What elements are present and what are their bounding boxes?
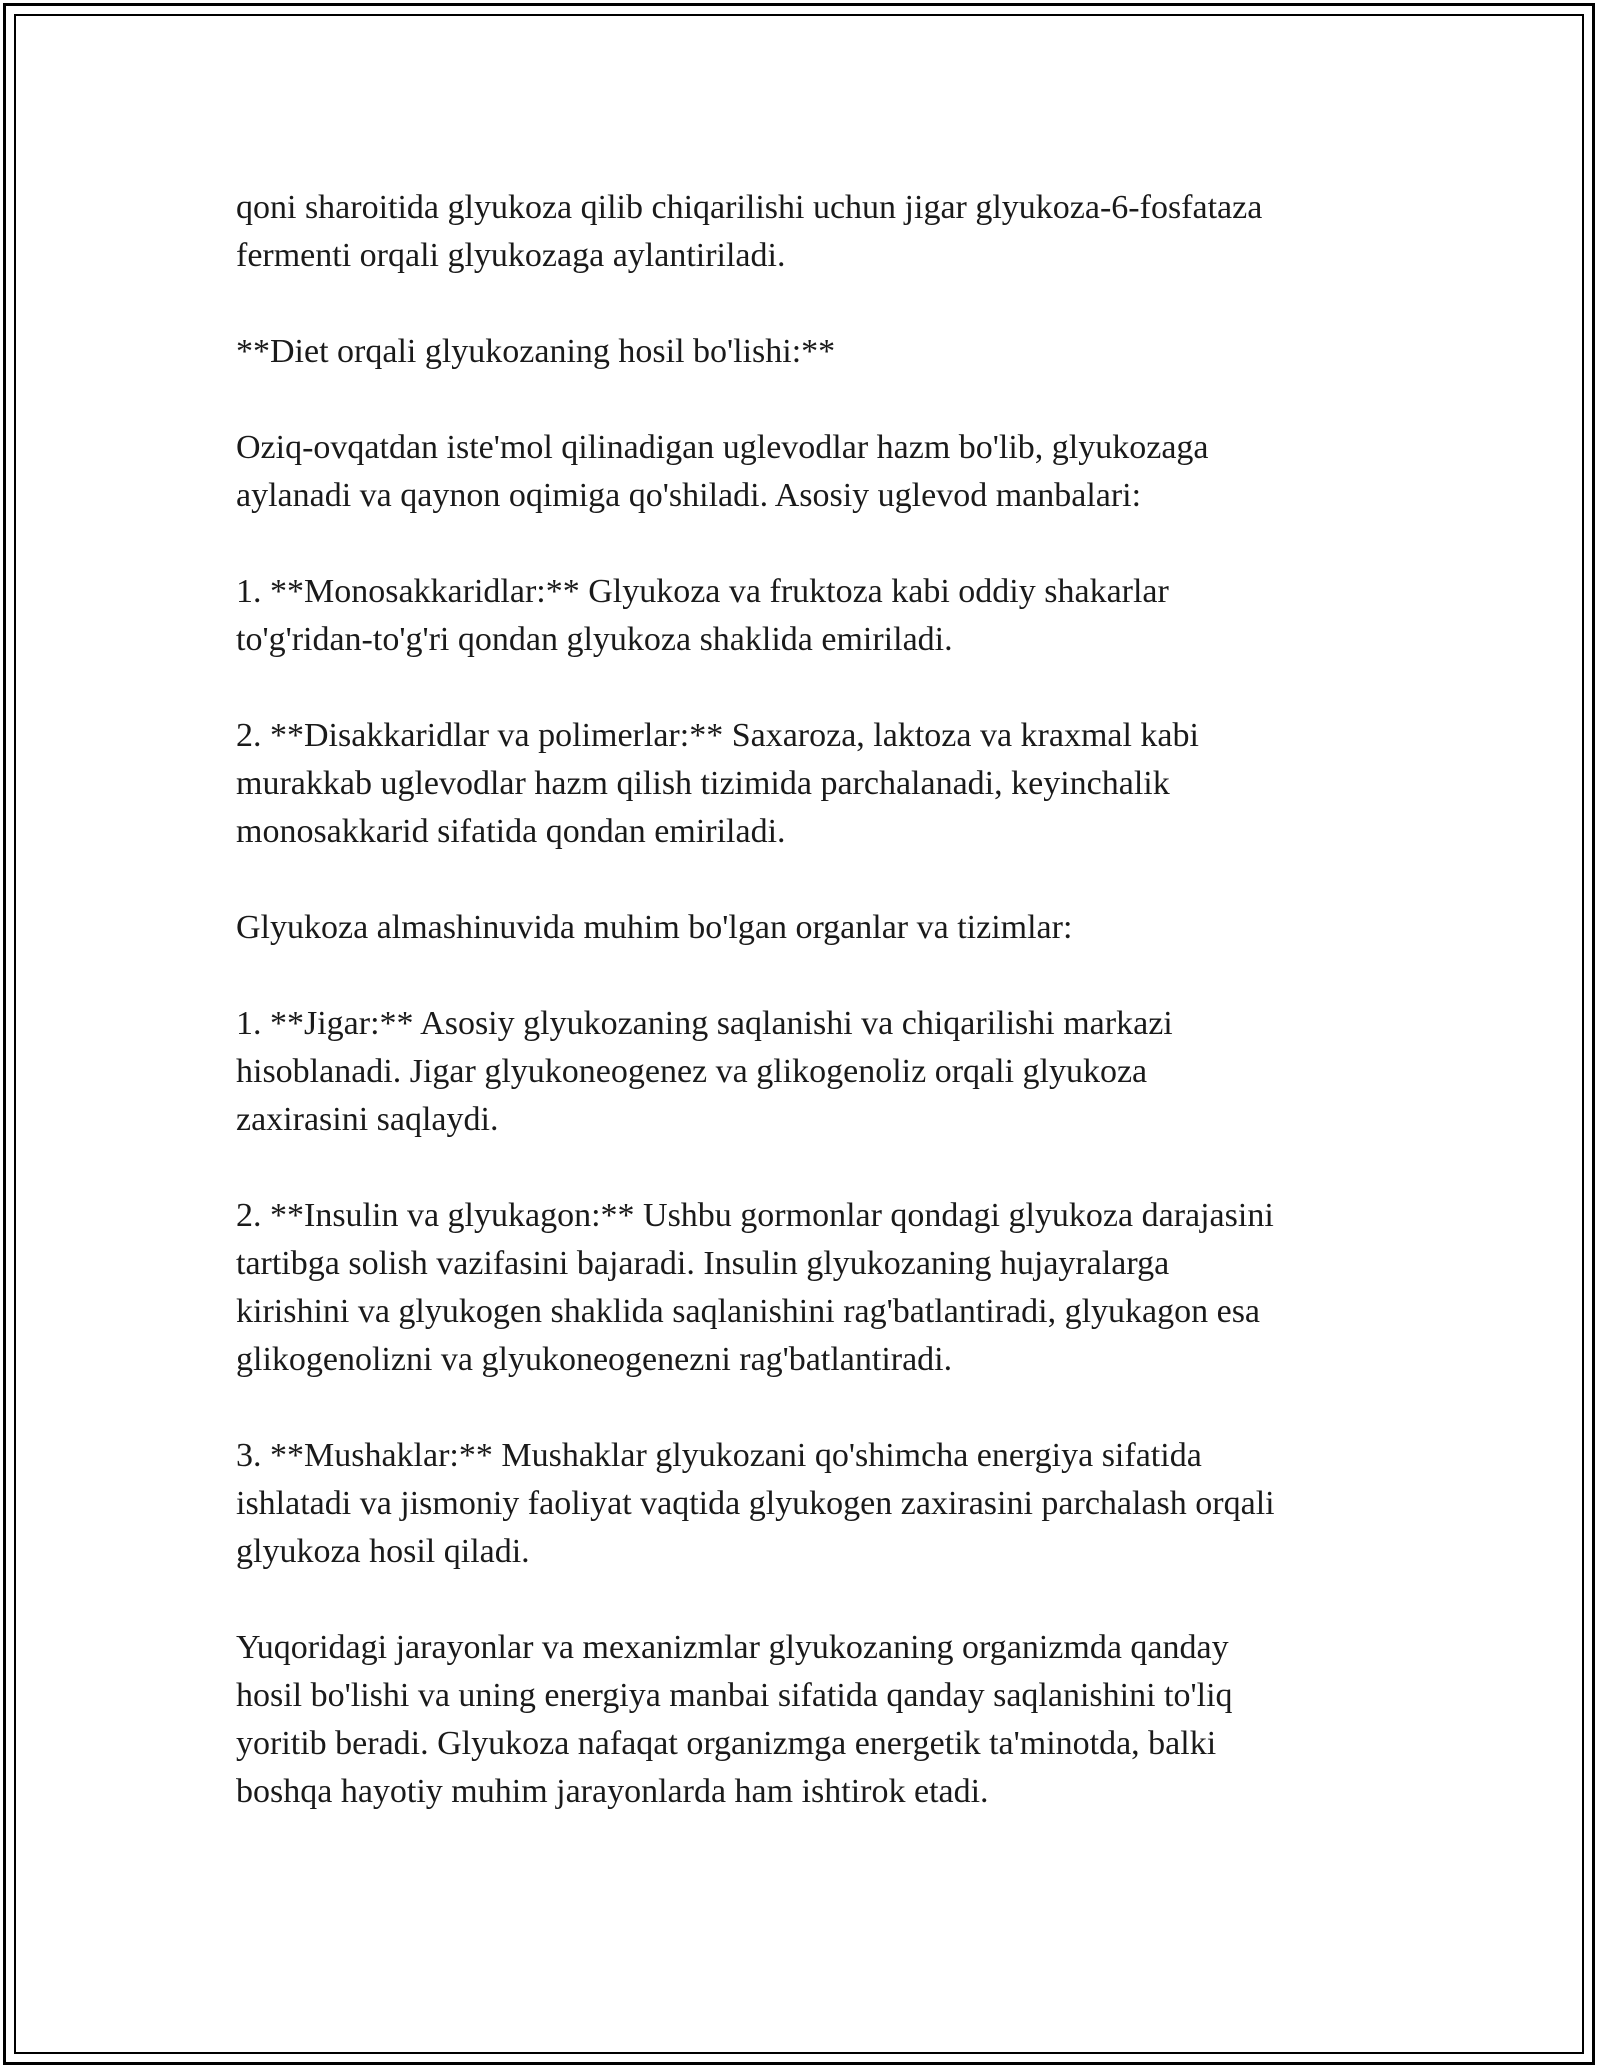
paragraph-conclusion: Yuqoridagi jarayonlar va mexanizmlar glyukozaning organizmda qanday hosil bo'lishi va uning energiya manbai sifatida qanday saqlanishini to'liq yoritib beradi. Glyukoza nafaqat organizmga energetik ta'minotda, balki boshqa hayotiy muhim jarayonlarda ham ishtirok etadi. [236,1629,1233,1810]
list-item-liver: 1. **Jigar:** Asosiy glyukozaning saqlanishi va chiqarilishi markazi hisoblanadi. Jigar glyukoneogenez va glikogenoliz orqali glyukoza zaxirasini saqlaydi. [236,1005,1173,1138]
list-item-insulin-glucagon: 2. **Insulin va glyukagon:** Ushbu gormonlar qondagi glyukoza darajasini tartibga solish vazifasini bajaradi. Insulin glyukozaning hujayralarga kirishini va glyukogen shaklida saqlanishini rag'batlantiradi, glyukagon esa glikogenolizni va glyukoneogenezni rag'batlantiradi. [236,1197,1274,1378]
paragraph-intro-continuation: qoni sharoitida glyukoza qilib chiqarilishi uchun jigar glyukoza-6-fosfataza fermenti orqali glyukozaga aylantiriladi. [236,189,1263,274]
paragraph-organs-heading: Glyukoza almashinuvida muhim bo'lgan organlar va tizimlar: [236,909,1073,946]
list-item-muscles: 3. **Mushaklar:** Mushaklar glyukozani qo'shimcha energiya sifatida ishlatadi va jismoniy faoliyat vaqtida glyukogen zaxirasini parchalash orqali glyukoza hosil qiladi. [236,1437,1275,1570]
paragraph-carbohydrates: Oziq-ovqatdan iste'mol qilinadigan uglevodlar hazm bo'lib, glyukozaga aylanadi va qaynon oqimiga qo'shiladi. Asosiy uglevod manbalari: [236,429,1209,514]
list-item-monosaccharides: 1. **Monosakkaridlar:** Glyukoza va fruktoza kabi oddiy shakarlar to'g'ridan-to'g'ri qondan glyukoza shaklida emiriladi. [236,573,1169,658]
document-body [236,184,1376,1816]
heading-diet-glucose: **Diet orqali glyukozaning hosil bo'lishi:** [236,333,836,370]
list-item-disaccharides: 2. **Disakkaridlar va polimerlar:** Saxaroza, laktoza va kraxmal kabi murakkab uglevodlar hazm qilish tizimida parchalanadi, keyinchalik monosakkarid sifatida qondan emiriladi. [236,717,1199,850]
